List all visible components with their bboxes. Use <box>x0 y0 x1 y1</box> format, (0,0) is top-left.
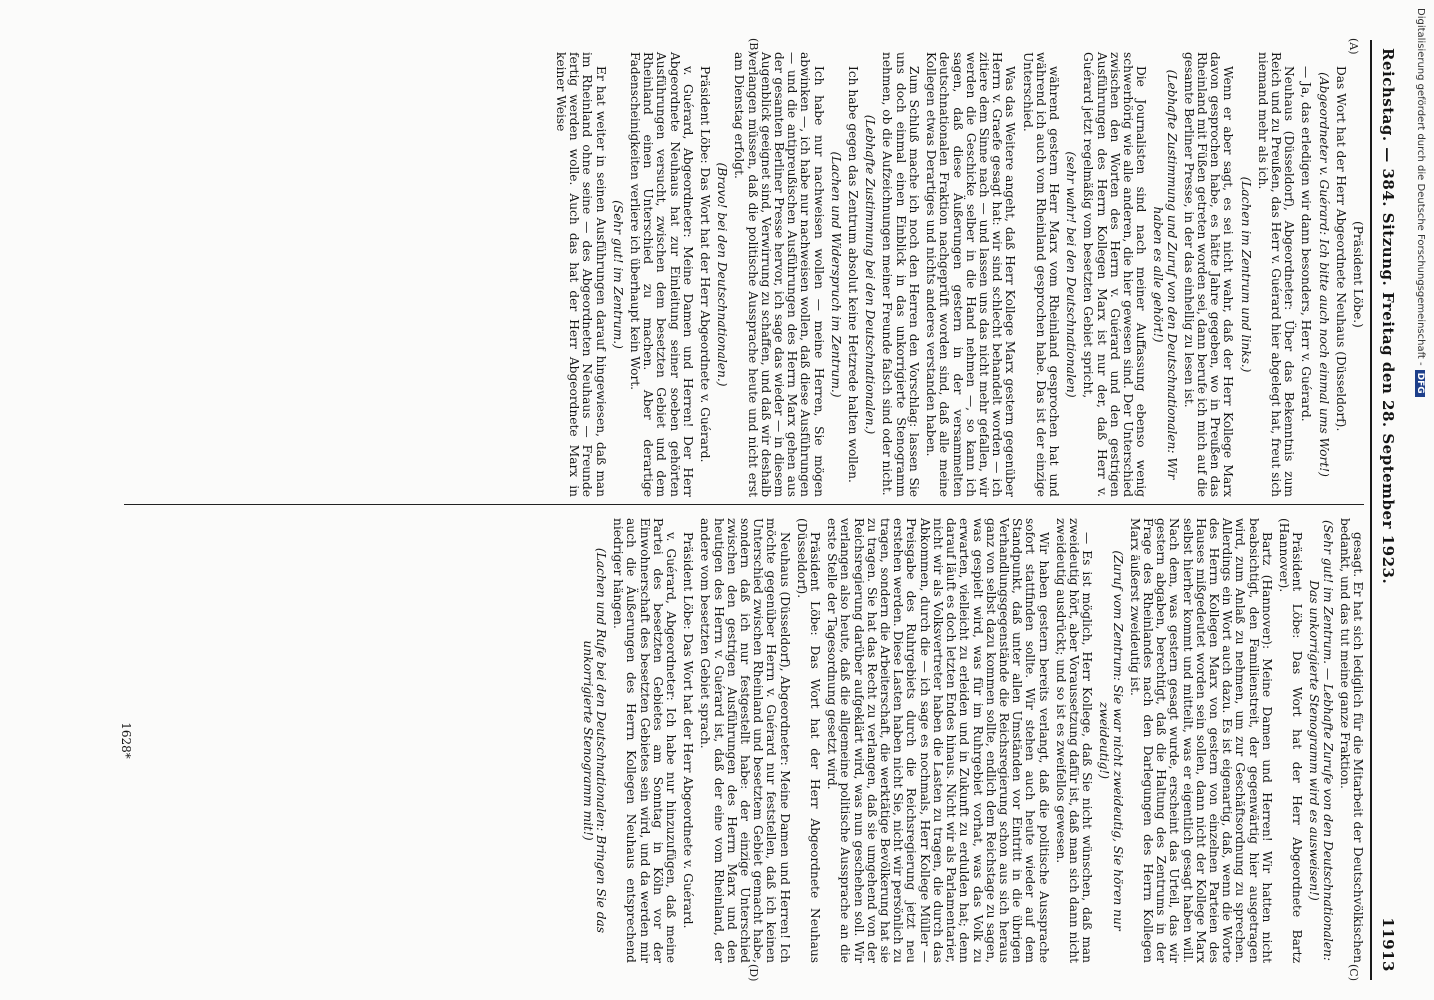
margin-marker-b: (B) <box>747 38 760 55</box>
paragraph: Das Wort hat der Herr Abgeordnete Neuhaus (Düsseldorf). <box>1333 66 1348 432</box>
left-column <box>550 52 1364 497</box>
speaker-paragraph: Präsident Löbe: Das Wort hat der Herr Abgeordnete Bartz (Hannover). <box>1276 518 1305 963</box>
right-column <box>577 518 1364 963</box>
paragraph: Er hat weiter in seinen Ausführungen darauf hingewiesen, daß man im Rheinland ohne seine — des Abgeordneten Neuhaus — Freunde fertig werden wolle. Auch das hat der Herr Abgeordnete Marx in keiner Weise <box>554 52 608 497</box>
margin-marker-c: (C) <box>1347 964 1360 981</box>
speech-paragraph: v. Guérard, Abgeordneter: Meine Damen und Herren! Der Herr Abgeordnete Neuhaus hat zur Einleitung seiner soeben gehörten Ausführungen versucht, zwischen dem besetzten Gebiet und dem Rheinland einen Unterschied zu machen. Aber derartige Fadenscheinigkeiten verliere ich überhaupt kein Wort. <box>628 52 695 497</box>
paragraph: Was das Weitere angeht, daß Herr Kollege Marx gestern gegenüber Herrn v. Graefe gesagt hat: wir sind schlecht behandelt worden — ich zitiere dem Sinne nach — und lassen uns das nicht mehr gefallen, wir werden die Geschicke selber in die Hand nehmen —, so kann ich sagen, daß diese Äußerungen gestern in der versammelten deutschnationalen Fraktion nachgeprüft worden sind, daß alle meine Kollegen etwas Derartiges und nichts anderes verstanden haben. <box>924 52 1018 497</box>
interjection: (Bravo! bei den Deutschnationalen.) <box>715 162 730 387</box>
interjection: (Lachen im Zentrum und links.) <box>1238 176 1253 373</box>
paragraph: Ich habe gegen das Zentrum absolut keine Hetzrede halten wollen. <box>846 66 861 483</box>
paragraph: — Ja, das erledigen wir dann besonders, Herr v. Guérard. <box>1299 66 1314 422</box>
margin-marker-d: (D) <box>747 964 760 982</box>
page-number: 11913 <box>1379 917 1397 972</box>
interjection: (Abgeordneter v. Guérard: Ich bitte auch noch einmal ums Wort!) <box>1316 72 1331 477</box>
rotated-newspaper-sheet <box>80 40 1400 980</box>
margin-marker-a: (A) <box>1347 38 1360 55</box>
paragraph: Ich habe nur nachweisen wollen — meine Herren, Sie mögen abwinken —, ich habe nur nachweisen wollen, daß diese Ausführungen — und die antipreußischen Ausführungen des Herrn Marx gehen aus der gesamten Berliner Presse hervor, ich sage das wieder — in diesem Augenblick geeignet sind, Verwirrung zu schaffen, und daß wir deshalb verlangen müssen, daß die politische Aussprache heute und nicht erst am Dienstag erfolgt. <box>732 52 826 497</box>
speaker-paragraph: Präsident Löbe: Das Wort hat der Herr Abgeordnete v. Guérard. <box>698 66 713 463</box>
paragraph: (Präsident Löbe.) <box>1351 221 1365 328</box>
interjection: (Lebhafte Zustimmung bei den Deutschnationalen.) <box>863 114 878 435</box>
speech-paragraph: Neuhaus (Düsseldorf), Abgeordneter: Meine Damen und Herren! Ich möchte gegenüber Herrn v. Guérard nur feststellen, daß ich keinen Unterschied zwischen Rheinland und besetztem Gebiet gemacht habe, sondern daß ich nur festgestellt habe: der einzige Unterschied zwischen den gestrigen Ausführungen des Herrn Marx und den heutigen des Herrn v. Guérard ist, daß der eine vom Rheinland, der andere vom besetzten Gebiet sprach. <box>698 518 792 963</box>
paragraph: — Es ist möglich, Herr Kollege, daß Sie nicht wünschen, daß man zweideutig hört, aber Voraussetzung dafür ist, daß man sich dann nicht zweideutig ausdrückt; und so ist es zweifellos gewesen. <box>1053 518 1095 963</box>
page-header <box>1370 40 1400 980</box>
speech-paragraph: Bartz (Hannover): Meine Damen und Herren! Wir hatten nicht beabsichtigt, den Familienstreit, der gegenwärtig hier ausgetragen wird, zum Anlaß zu nehmen, um zur Geschäftsordnung zu sprechen. Allerdings ein Wort auch dazu. Es ist eigenartig, daß, wenn die Worte des Herrn Kollegen Marx von gestern von einzelnen Parteien des Hauses mißgedeutet worden sein sollen, dann nicht der Kollege Marx selbst hierher kommt und mitteilt, was er eigentlich gesagt haben will. Nach dem, was gestern gesagt wurde, erscheint das Urteil, das wir gestern abgaben, berechtigt, daß die Haltung des Zentrums in der Frage des Rheinlandes nach den Darlegungen des Herrn Kollegen Marx äußerst zweideutig ist. <box>1127 518 1274 963</box>
speech-paragraph: v. Guérard, Abgeordneter: Ich habe nur hinzuzufügen, daß meine Partei des besetzten Gebietes am Sonntag in Köln vor der Einwohnerschaft des besetzten Gebietes sein wird, und da werden mir auch die Äußerungen des Herrn Kollegen Neuhaus entsprechend niedriger hängen. <box>611 518 679 963</box>
speech-paragraph: Neuhaus (Düsseldorf), Abgeordneter: Über das Bekenntnis zum Reich und zu Preußen, das Herr v. Guérard hier abgelegt hat, freut sich niemand mehr als ich. <box>1255 52 1297 497</box>
digitization-note <box>1412 8 1430 992</box>
interjection: (Lachen und Widerspruch im Zentrum.) <box>828 151 843 398</box>
speaker-paragraph: Präsident Löbe: Das Wort hat der Herr Abgeordnete v. Guérard. <box>681 532 696 929</box>
paragraph: gesagt. Er hat sich lediglich für die Mitarbeit der Deutschvölkischen bedankt, und das tut meine ganze Fraktion. <box>1337 518 1365 963</box>
paragraph: Zum Schluß mache ich noch den Herren den Vorschlag: lassen Sie uns doch einmal einen Einblick in das unkorrigierte Stenogramm nehmen, ob die Aufzeichnungen meiner Freunde falsch sind oder nicht. <box>880 52 921 497</box>
interjection: (Lebhafte Zustimmung und Zuruf von den Deutschnationalen: Wir haben es alle gehört!) <box>1151 69 1179 480</box>
paragraph: Wenn er aber sagt, es sei nicht wahr, daß der Herr Kollege Marx davon gesprochen habe, es hätte Jahre gegeben, wo in Preußen das Rheinland mit Füßen getreten worden sei, dann berufe ich mich auf die gesamte Berliner Presse, in der das einhellig zu lesen ist. <box>1181 52 1236 497</box>
interjection: (sehr wahr! bei den Deutschnationalen) <box>1064 151 1079 398</box>
paragraph: während gestern Herr Marx vom Rheinland gesprochen hat und während ich auch vom Rheinland gesprochen habe. Das ist der einzige Unterschied. <box>1020 52 1061 497</box>
header-title: Reichstag. — 384. Sitzung. Freitag den 28. September 1923. <box>1379 48 1397 585</box>
interjection: (Sehr gut! im Zentrum.) <box>610 200 625 349</box>
digitization-text: Digitalisierung gefördert durch die Deutsche Forschungsgemeinschaft - <box>1415 8 1426 366</box>
interjection: (Lachen und Rufe bei den Deutschnationalen: Bringen Sie das unkorrigierte Stenogramm mit!) <box>580 547 609 934</box>
interjection: (Zuruf vom Zentrum: Sie war nicht zweideutig, Sie hören nur zweideutig!) <box>1097 550 1125 931</box>
sheet-number: 1628* <box>119 722 133 759</box>
interjection: (Sehr gut! im Zentrum. — Lebhafte Zurufe von den Deutschnationalen: Das unkorrigierte Stenogramm wird es ausweisen!) <box>1307 519 1335 962</box>
paragraph: Wir haben gestern bereits verlangt, daß die politische Aussprache sofort stattfinden sollte. Wir stehen auch heute wieder auf dem Standpunkt, daß unter allen Umständen vor Eintritt in die übrigen Verhandlungsgegenstände die Reichsregierung schon aus sich heraus ganz von selbst dazu kommen sollte, endlich dem Reichstage zu sagen, was gespielt wird, was für im Ruhrgebiet vorhat, was das Volk zu erwarten, vielleicht zu erleiden und in Zukunft zu erdulden hat; denn darauf läuft es doch letzten Endes hinaus. Nicht wir als Parlamentarier, nicht wir als Volksvertreter haben die Lasten zu tragen, die durch das Abkommen, durch die — ich sage es nochmals, Herr Kollege Müller — Preisgabe des Ruhrgebiets durch die Reichsregierung jetzt neu erstehen werden. Diese Lasten haben nicht Sie, nicht wir persönlich zu tragen, sondern die Arbeiterschaft, die werktätige Bevölkerung hat sie zu tragen. Sie hat das Recht zu verlangen, daß sie umgehend von der Reichsregierung darüber aufgeklärt wird, was nun geschehen soll. Wir verlangen also heute, daß die allgemeine politische Aussprache an die erste Stelle der Tagesordnung gesetzt wird. <box>825 518 1051 963</box>
paragraph: Die Journalisten sind nach meiner Auffassung ebenso wenig schwerhörig wie alle anderen, die hier gewesen sind. Der Unterschied zwischen den Worten des Herrn v. Guérard und den gestrigen Ausführungen des Herrn Kollegen Marx ist nur der, daß Herr v. Guérard jetzt regelmäßig vom besetzten Gebiet spricht, <box>1081 52 1149 497</box>
dfg-logo: DFG <box>1415 370 1425 397</box>
speaker-paragraph: Präsident Löbe: Das Wort hat der Herr Abgeordnete Neuhaus (Düsseldorf). <box>794 518 823 963</box>
column-divider <box>124 504 1364 505</box>
